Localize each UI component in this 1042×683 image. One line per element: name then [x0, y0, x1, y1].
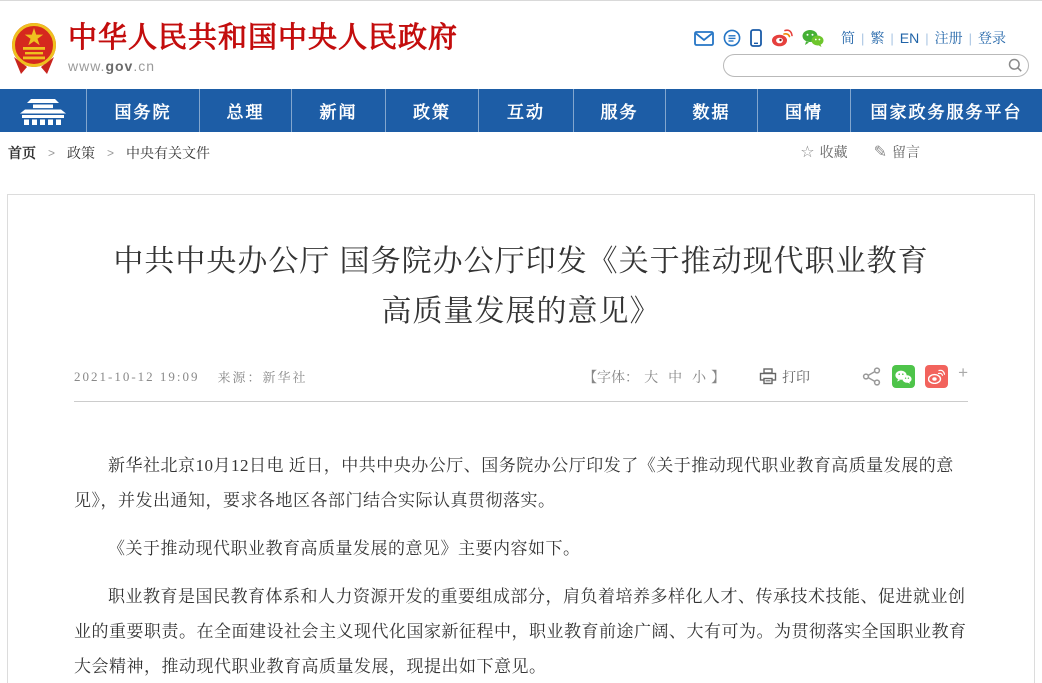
mail-icon[interactable]	[694, 31, 714, 46]
favorite-button[interactable]	[800, 142, 847, 162]
register-link[interactable]: 注册	[934, 30, 963, 46]
site-url: www.gov.cn	[68, 58, 156, 74]
link-separator: |	[968, 30, 972, 46]
lang-traditional-link[interactable]: 繁	[870, 30, 885, 46]
search-input[interactable]	[724, 56, 1002, 75]
paragraph: 新华社北京10月12日电 近日，中共中央办公厅、国务院办公厅印发了《关于推动现代职业教育高质量发展的意见》，并发出通知，要求各地区各部门结合实际认真贯彻落实。	[74, 456, 954, 510]
font-size-control: 【字体： 大 中 小 】	[583, 368, 726, 385]
nav-item-guoqing[interactable]: 国情	[758, 89, 851, 132]
nav-home[interactable]	[0, 89, 87, 132]
printer-icon	[759, 368, 777, 385]
breadcrumb-current: 中央有关文件	[126, 147, 211, 162]
share-wechat-button[interactable]	[892, 365, 915, 388]
brand-text	[68, 19, 458, 74]
comment-label: 留言	[892, 144, 920, 160]
article-container	[7, 194, 1035, 683]
share-weibo-button[interactable]	[925, 365, 948, 388]
link-separator: |	[860, 30, 865, 46]
chevron-right-icon: >	[48, 146, 56, 160]
header-quick-row	[694, 27, 1010, 49]
weibo-icon[interactable]	[771, 29, 793, 47]
nav-item-shuju[interactable]: 数据	[666, 89, 758, 132]
paragraph: 职业教育是国民教育体系和人力资源开发的重要组成部分，肩负着培养多样化人才、传承技术技能、促进就业创业的重要职责。在全面建设社会主义现代化国家新征程中，职业教育前途广阔、大有可为。为贯彻落实全国职业教育大会精神，推动现代职业教育高质量发展，现提出如下意见。	[74, 587, 967, 676]
breadcrumb-home[interactable]: 首页	[8, 147, 36, 162]
favorite-label: 收藏	[819, 144, 848, 160]
meta-divider	[74, 401, 968, 402]
share-group	[852, 362, 968, 388]
link-separator: |	[925, 30, 929, 46]
nav-item-zhengce[interactable]: 政策	[386, 89, 479, 132]
login-link[interactable]: 登录	[978, 30, 1006, 46]
article-meta-left	[74, 367, 308, 386]
article-body	[74, 448, 968, 683]
national-emblem-icon	[10, 19, 58, 77]
article-title: 中共中央办公厅 国务院办公厅印发《关于推动现代职业教育高质量发展的意见》	[113, 245, 929, 328]
chevron-right-icon: >	[107, 146, 115, 160]
source-name: 新华社	[262, 370, 308, 385]
nav-item-fuwu[interactable]: 服务	[574, 89, 666, 132]
nav-item-zongli[interactable]: 总理	[200, 89, 292, 132]
print-label: 打印	[782, 368, 811, 385]
font-medium-button[interactable]: 中	[668, 368, 683, 385]
source: 来源：新华社	[217, 370, 308, 385]
paragraph: 《关于推动现代职业教育高质量发展的意见》主要内容如下。	[108, 539, 581, 558]
site-logo-link[interactable]	[10, 19, 458, 77]
search-button[interactable]	[1002, 55, 1028, 76]
star-icon: ☆	[800, 144, 815, 161]
comment-button[interactable]	[874, 142, 920, 162]
publish-datetime: 2021-10-12 19:09	[74, 368, 200, 384]
nav-item-guowuyuan[interactable]: 国务院	[87, 89, 200, 132]
font-small-button[interactable]: 小	[692, 368, 707, 385]
print-button[interactable]	[759, 367, 810, 387]
breadcrumb-zhengce[interactable]: 政策	[67, 147, 96, 162]
tiananmen-home-icon	[17, 96, 69, 125]
article-meta-row	[74, 362, 968, 388]
nav-item-zhengwu-platform[interactable]: 国家政务服务平台	[870, 103, 1023, 122]
wechat-icon[interactable]	[802, 29, 824, 47]
nav-item-xinwen[interactable]: 新闻	[292, 89, 386, 132]
breadcrumb-actions	[774, 142, 920, 162]
search-icon	[1008, 58, 1023, 73]
mobile-icon[interactable]	[750, 29, 762, 47]
nav-item-hudong[interactable]: 互动	[479, 89, 574, 132]
site-header	[0, 1, 1042, 89]
breadcrumb-row	[0, 132, 1042, 166]
pencil-icon: ✎	[873, 144, 887, 161]
font-large-button[interactable]: 大	[644, 368, 659, 385]
message-icon[interactable]	[723, 29, 741, 47]
main-nav	[0, 89, 1042, 132]
site-title: 中华人民共和国中央人民政府	[68, 22, 459, 54]
wechat-logo-icon	[895, 370, 912, 384]
link-separator: |	[890, 30, 894, 46]
article-meta-right	[583, 362, 968, 388]
weibo-logo-icon	[928, 369, 945, 384]
quick-links	[837, 28, 1010, 48]
share-icon[interactable]	[862, 367, 882, 386]
search-box	[723, 54, 1029, 77]
more-share-icon[interactable]: +	[958, 362, 968, 382]
lang-simplified-link[interactable]: 简	[840, 30, 855, 46]
lang-english-link[interactable]: EN	[899, 30, 920, 46]
